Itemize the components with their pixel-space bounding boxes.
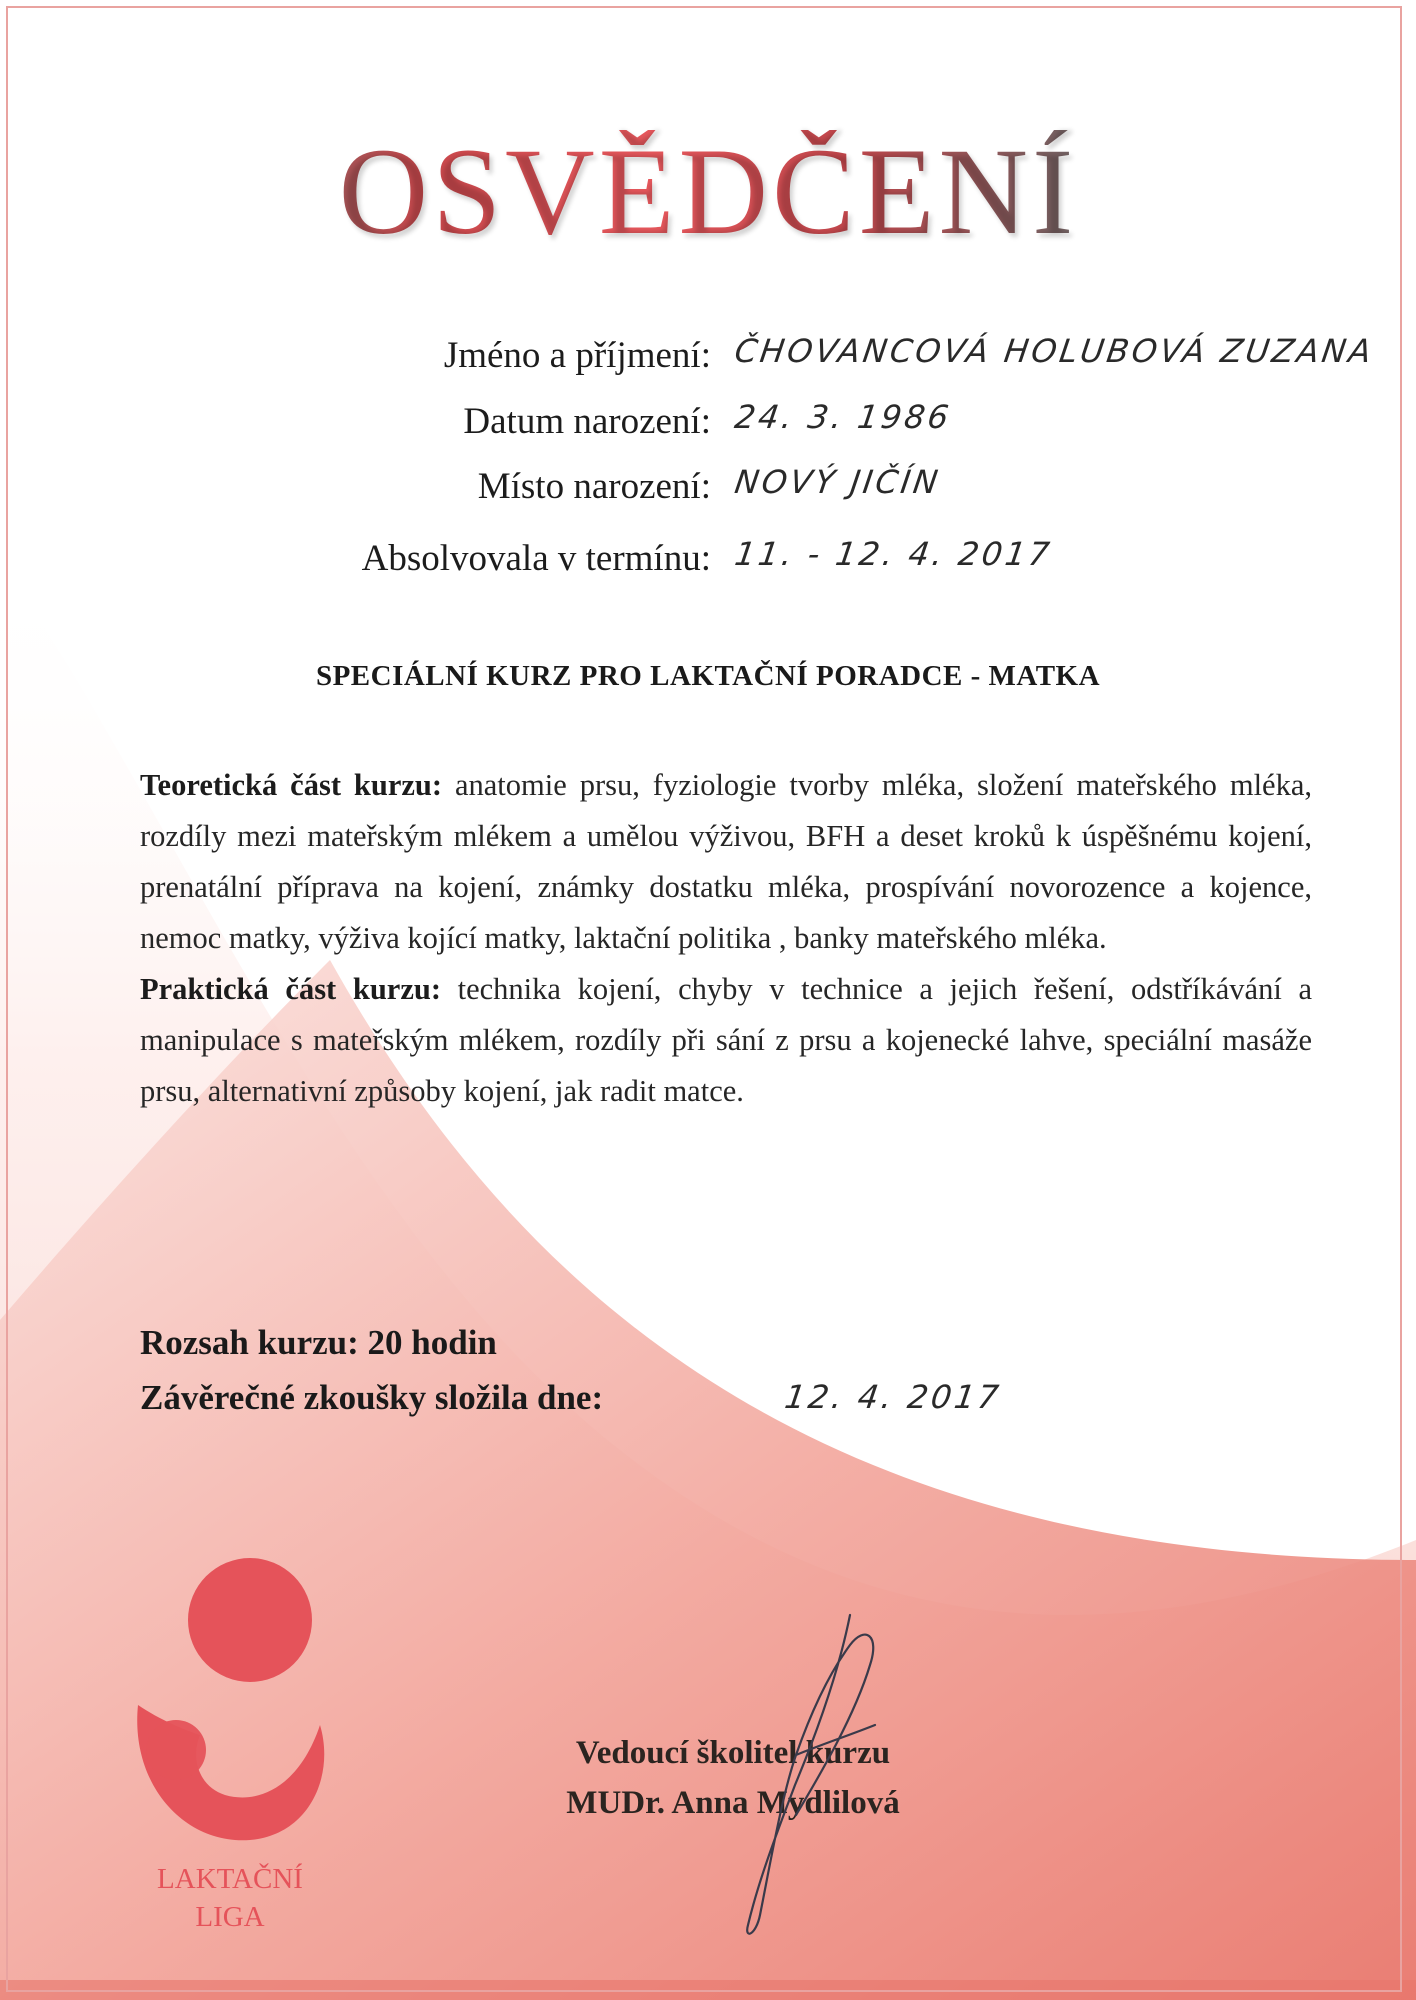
exam-date-handwritten: 12. 4. 2017 [782, 1378, 1004, 1416]
lead-trainer-title: Vedoucí školitel kurzu [575, 1735, 891, 1771]
field-label: Absolvovala v termínu: [361, 538, 711, 579]
practice-label: Praktická část kurzu: [140, 972, 441, 1006]
signature [700, 1605, 920, 1945]
laktacni-liga-logo-icon [130, 1555, 330, 1850]
practice-paragraph [140, 964, 1312, 1117]
field-value-handwritten: ČHOVANCOVÁ HOLUBOVÁ ZUZANA [732, 332, 1377, 370]
field-label: Jméno a příjmení: [443, 335, 711, 376]
logo-line-1: LAKTAČNÍ [157, 1863, 303, 1895]
theory-label: Teoretická část kurzu: [140, 768, 443, 802]
field-label: Místo narození: [477, 466, 711, 507]
exam-label: Závěrečné zkoušky složila dne: [140, 1378, 604, 1417]
field-completed-term [0, 537, 1416, 597]
lead-trainer-name: MUDr. Anna Mydlilová [566, 1785, 900, 1821]
field-value-handwritten: NOVÝ JIČÍN [732, 463, 943, 501]
field-label: Datum narození: [463, 401, 711, 442]
field-birth-date [0, 400, 1416, 460]
certificate-title: OSVĚDČENÍ [0, 130, 1416, 254]
practice-text: technika kojení, chyby v technice a jejich řešení, odstříkávání a manipulace s mateřským mlékem, rozdíly při sání z prsu a kojenecké lahve, speciální masáže prsu, alternativní způsoby kojení, jak radit matce. [140, 972, 1312, 1108]
logo-line-2: LIGA [195, 1901, 265, 1933]
course-description [140, 760, 1312, 1117]
course-title: SPECIÁLNÍ KURZ PRO LAKTAČNÍ PORADCE - MATKA [315, 660, 1101, 692]
field-value-handwritten: 11. - 12. 4. 2017 [732, 535, 1055, 573]
theory-paragraph [140, 760, 1312, 964]
theory-text: anatomie prsu, fyziologie tvorby mléka, složení mateřského mléka, rozdíly mezi mateřským mlékem a umělou výživou, BFH a deset kroků k úspěšnému kojení, prenatální příprava na kojení, známky dostatku mléka, prospívání novorozence a kojence, nemoc matky, výživa kojící matky, laktační politika , banky mateřského mléka. [140, 768, 1313, 955]
field-name [0, 334, 1416, 394]
logo-text [135, 1860, 325, 1936]
field-birth-place [0, 465, 1416, 525]
field-value-handwritten: 24. 3. 1986 [732, 398, 954, 436]
course-scope: Rozsah kurzu: 20 hodin [140, 1323, 497, 1362]
